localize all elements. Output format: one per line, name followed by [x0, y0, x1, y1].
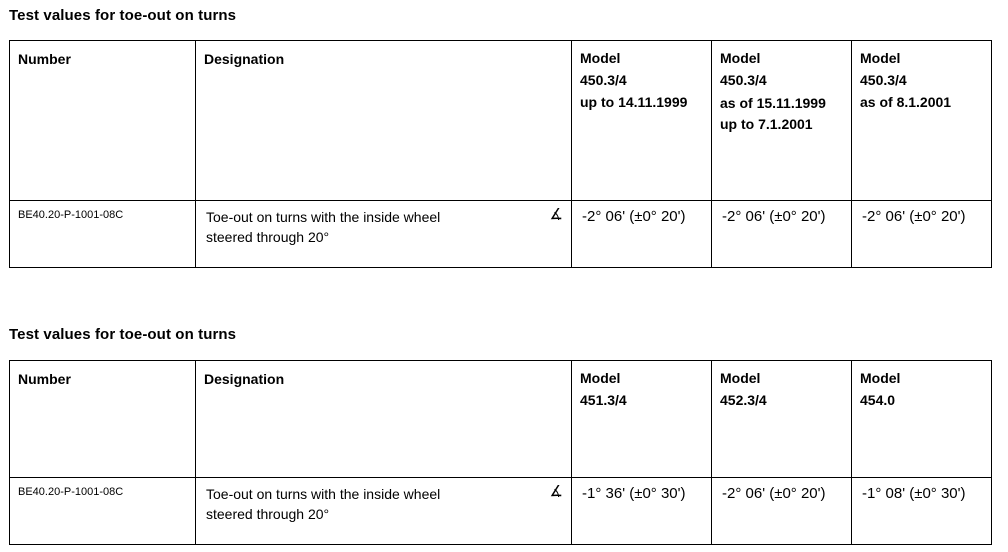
- row-designation: Toe-out on turns with the inside wheel steered through 20° ∡: [196, 478, 572, 545]
- row-value: -2° 06' (±0° 20'): [712, 201, 852, 268]
- section-title: Test values for toe-out on turns: [9, 7, 237, 24]
- angle-icon: ∡: [549, 206, 563, 223]
- toe-out-table: [9, 360, 992, 545]
- row-designation: Toe-out on turns with the inside wheel steered through 20° ∡: [196, 201, 572, 268]
- header-model: Model 452.3/4: [712, 361, 852, 478]
- row-number: BE40.20-P-1001-08C: [10, 201, 196, 268]
- section-title: Test values for toe-out on turns: [9, 326, 237, 343]
- header-number: Number: [10, 361, 196, 478]
- row-number: BE40.20-P-1001-08C: [10, 478, 196, 545]
- toe-out-table: [9, 40, 992, 268]
- header-model: Model 450.3/4 up to 14.11.1999: [572, 41, 712, 201]
- row-value: -2° 06' (±0° 20'): [572, 201, 712, 268]
- angle-icon: ∡: [549, 483, 563, 500]
- row-value: -1° 08' (±0° 30'): [852, 478, 992, 545]
- header-number: Number: [10, 41, 196, 201]
- table-row: [10, 201, 992, 268]
- table-header-row: [10, 361, 992, 478]
- header-model: Model 451.3/4: [572, 361, 712, 478]
- header-designation: Designation: [196, 41, 572, 201]
- header-designation: Designation: [196, 361, 572, 478]
- table-row: [10, 478, 992, 545]
- row-value: -2° 06' (±0° 20'): [852, 201, 992, 268]
- header-model: Model 454.0: [852, 361, 992, 478]
- header-model: Model 450.3/4 as of 15.11.1999 up to 7.1.2001: [712, 41, 852, 201]
- row-value: -1° 36' (±0° 30'): [572, 478, 712, 545]
- header-model: Model 450.3/4 as of 8.1.2001: [852, 41, 992, 201]
- table-header-row: [10, 41, 992, 201]
- row-value: -2° 06' (±0° 20'): [712, 478, 852, 545]
